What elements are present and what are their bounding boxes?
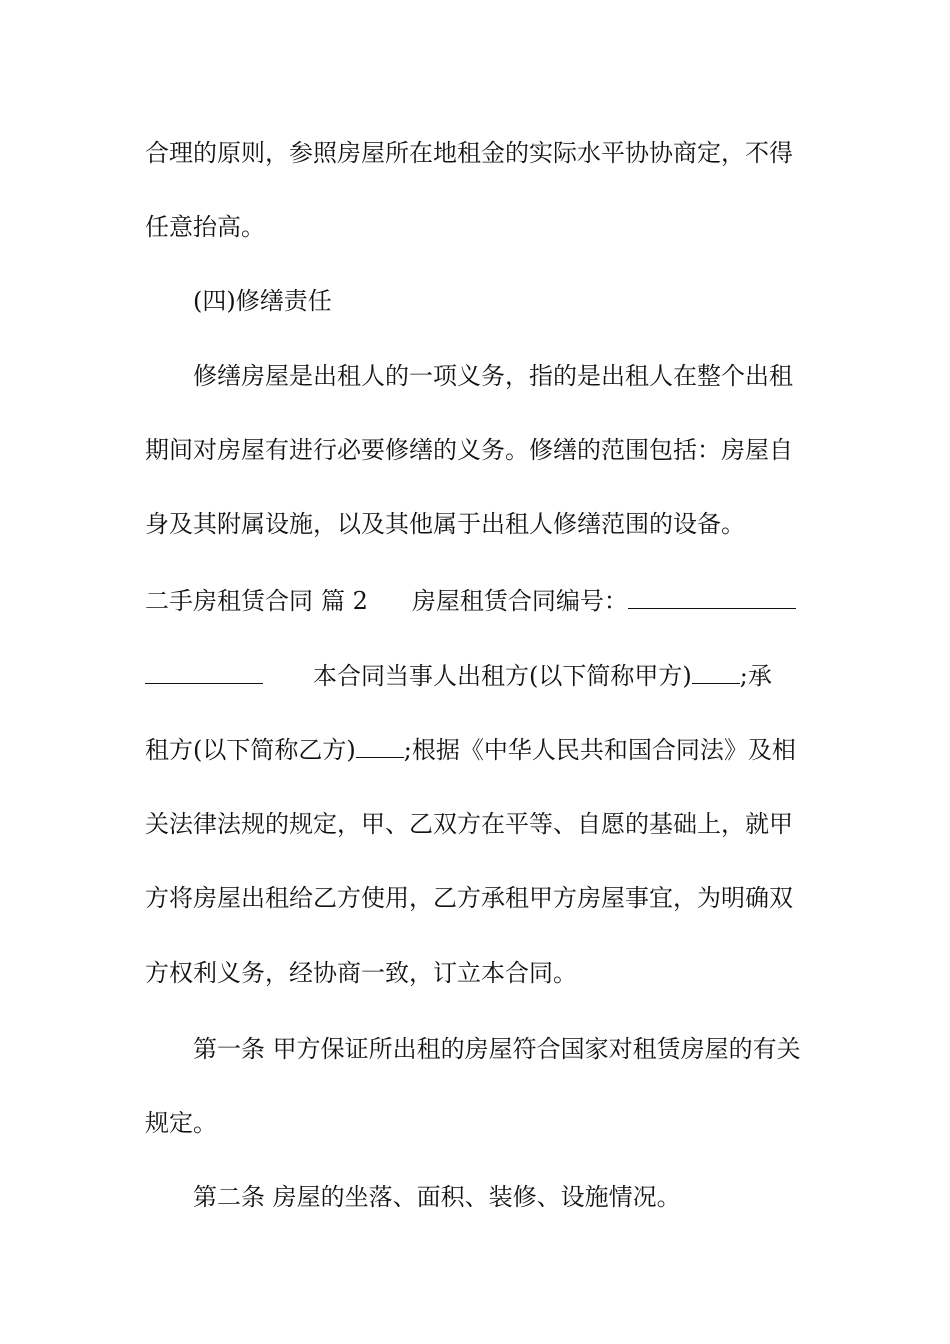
party-line — [145, 660, 810, 692]
lessee-text: 租方(以下简称乙方) — [145, 736, 356, 764]
party-line-2 — [145, 734, 810, 766]
contract-number-label: 房屋租赁合同编号： — [411, 587, 628, 615]
article-one-cont: 规定。 — [145, 1109, 217, 1137]
contract-number-blank-continued — [145, 661, 263, 684]
paragraph-line: 方将房屋出租给乙方使用，乙方承租甲方房屋事宜，为明确双 — [145, 884, 793, 912]
lessor-name-blank — [692, 661, 740, 684]
lessee-name-blank — [356, 735, 404, 758]
paragraph-line: 任意抬高。 — [145, 213, 265, 241]
paragraph-line: 修缮房屋是出租人的一项义务，指的是出租人在整个出租 — [193, 362, 793, 390]
article-one-line: 第一条 甲方保证所出租的房屋符合国家对租赁房屋的有关 — [193, 1035, 801, 1063]
contract-title: 二手房租赁合同 — [145, 587, 313, 615]
contract-part: 篇 2 — [321, 587, 368, 615]
paragraph-line: 合理的原则，参照房屋所在地租金的实际水平协协商定，不得 — [145, 139, 793, 167]
paragraph-line: 关法律法规的规定，甲、乙双方在平等、自愿的基础上，就甲 — [145, 810, 793, 838]
lessee-start-text: ;承 — [739, 662, 772, 690]
law-basis-text: ;根据《中华人民共和国合同法》及相 — [403, 736, 796, 764]
paragraph-line: 身及其附属设施，以及其他属于出租人修缮范围的设备。 — [145, 510, 745, 538]
section-heading: (四)修缮责任 — [193, 287, 332, 315]
article-two-line: 第二条 房屋的坐落、面积、装修、设施情况。 — [193, 1183, 681, 1211]
contract-number-blank — [628, 586, 796, 609]
paragraph-line: 期间对房屋有进行必要修缮的义务。修缮的范围包括：房屋自 — [145, 436, 793, 464]
lessor-text: 本合同当事人出租方(以下简称甲方) — [313, 662, 692, 690]
paragraph-line: 方权利义务，经协商一致，订立本合同。 — [145, 959, 577, 987]
contract-title-line — [145, 585, 810, 617]
